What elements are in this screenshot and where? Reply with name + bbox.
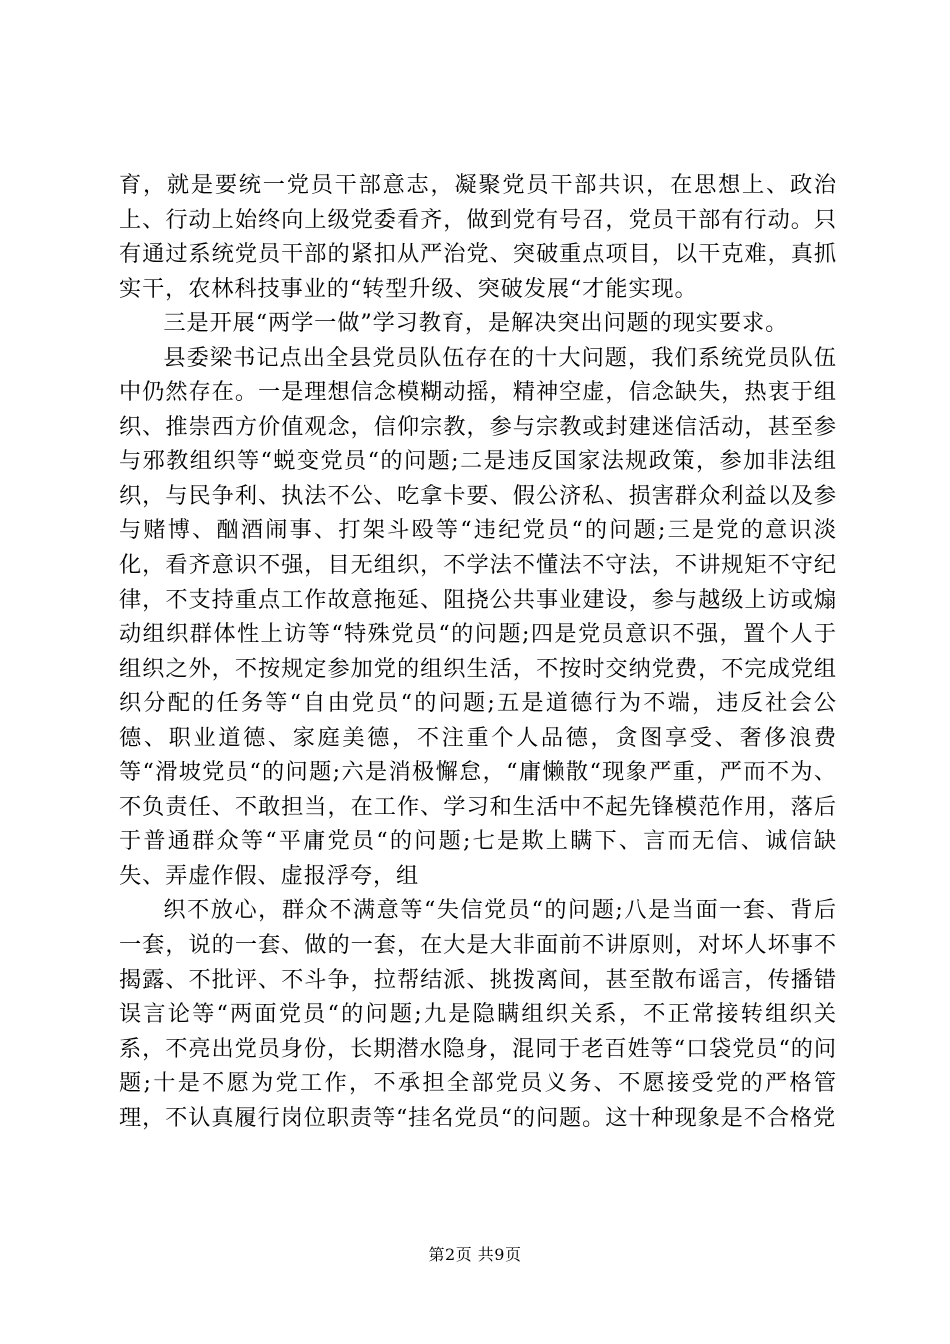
paragraph-section-three-heading: 三是开展“两学一做”学习教育，是解决突出问题的现实要求。 [163, 310, 789, 337]
paragraph-ten-problems: 县委梁书记点出全县党员队伍存在的十大问题，我们系统党员队伍中仍然存在。一是理想信念模糊动摇，精神空虚，信念缺失，热衷于组织、推崇西方价值观念，信仰宗教，参与宗教或封建迷信活动，甚至参与邪教组织等“蜕变党员“的问题;二是违反国家法规政策，参加非法组织，与民争利、执法不公、吃拿卡要、假公济私、损害群众利益以及参与赌博、酗酒闹事、打架斗殴等“违纪党员“的问题;三是党的意识淡化，看齐意识不强，目无组织，不学法不懂法不守法，不讲规矩不守纪律，不支持重点工作故意拖延、阻挠公共事业建设，参与越级上访或煽动组织群体性上访等“特殊党员“的问题;四是党员意识不强，置个人于组织之外，不按规定参加党的组织生活，不按时交纳党费，不完成党组织分配的任务等“自由党员“的问题;五是道德行为不端，违反社会公德、职业道德、家庭美德，不注重个人品德，贪图享受、奢侈浪费等“滑坡党员“的问题;六是消极懈怠，“庸懒散“现象严重，严而不为、不负责任、不敢担当，在工作、学习和生活中不起先锋模范作用，落后于普通群众等“平庸党员“的问题;七是欺上瞒下、言而无信、诚信缺失、弄虚作假、虚报浮夸，组 [119, 344, 837, 889]
paragraph-ten-problems-continued: 织不放心，群众不满意等“失信党员“的问题;八是当面一套、背后一套，说的一套、做的一套，在大是大非面前不讲原则，对坏人坏事不揭露、不批评、不斗争，拉帮结派、挑拨离间，甚至散布谣言，传播错误言论等“两面党员“的问题;九是隐瞒组织关系，不正常接转组织关系，不亮出党员身份，长期潜水隐身，混同于老百姓等“口袋党员“的问题;十是不愿为党工作，不承担全部党员义务、不愿接受党的严格管理，不认真履行岗位职责等“挂名党员“的问题。这十种现象是不合格党 [119, 897, 837, 1131]
page-number-footer: 第2页 共9页 [428, 1245, 522, 1264]
paragraph-continuation: 育，就是要统一党员干部意志，凝聚党员干部共识，在思想上、政治上、行动上始终向上级党委看齐，做到党有号召，党员干部有行动。只有通过系统党员干部的紧扣从严治党、突破重点项目，以干克难，真抓实干，农林科技事业的“转型升级、突破发展“才能实现。 [119, 172, 837, 302]
document-body [119, 168, 837, 1135]
